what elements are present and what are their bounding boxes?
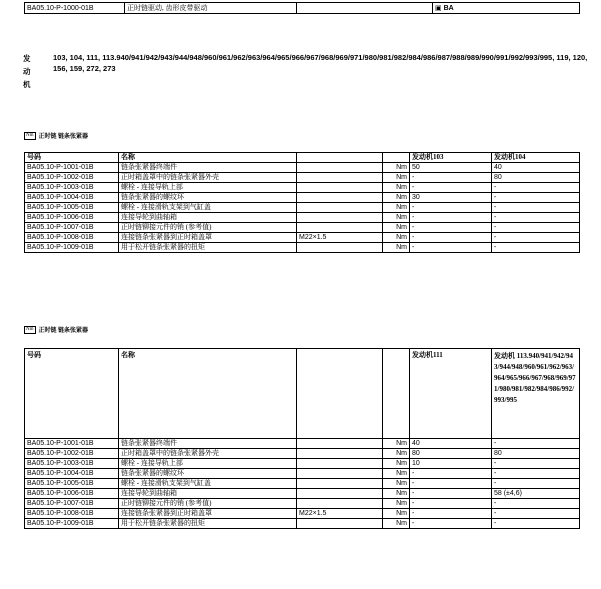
row-value-a: -	[410, 509, 492, 519]
row-value-b: 40	[492, 163, 580, 173]
row-value-a: -	[410, 243, 492, 253]
row-value-a: -	[410, 173, 492, 183]
row-value-b: -	[492, 459, 580, 469]
table-row	[25, 183, 580, 193]
row-value-b: -	[492, 519, 580, 529]
row-spec: M22×1.5	[297, 509, 383, 519]
camera-icon: ▣	[435, 4, 442, 12]
row-name: 链条张紧器的螺纹环	[119, 193, 297, 203]
row-value-a: -	[410, 183, 492, 193]
row-name: 螺栓 - 连接滑轨支架到气缸盖	[119, 203, 297, 213]
row-name: 连接导轮到曲轴箱	[119, 489, 297, 499]
table-row	[25, 469, 580, 479]
row-unit: Nm	[383, 499, 410, 509]
row-number: BA05.10-P-1007-01B	[25, 499, 119, 509]
row-spec	[297, 223, 383, 233]
row-value-b: -	[492, 233, 580, 243]
row-number: BA05.10-P-1006-01B	[25, 489, 119, 499]
col-header-number: 号码	[25, 349, 119, 439]
doc-badge: BA	[443, 4, 454, 12]
row-value-b: -	[492, 183, 580, 193]
section1-title	[24, 131, 88, 140]
col-header-spec	[297, 153, 383, 163]
row-spec	[297, 183, 383, 193]
col-header-engine-111: 发动机111	[410, 349, 492, 439]
row-value-a: -	[410, 233, 492, 243]
row-spec	[297, 213, 383, 223]
row-name: 连接链条张紧器到正时箱盖罩	[119, 233, 297, 243]
row-unit: Nm	[383, 449, 410, 459]
row-number: BA05.10-P-1008-01B	[25, 233, 119, 243]
torque-table-2	[24, 348, 580, 529]
row-name: 螺栓 - 连接导轨上部	[119, 183, 297, 193]
row-spec	[297, 489, 383, 499]
row-spec	[297, 163, 383, 173]
doc-header-table	[24, 2, 580, 14]
row-value-b: -	[492, 203, 580, 213]
row-value-a: 50	[410, 163, 492, 173]
row-spec: M22×1.5	[297, 233, 383, 243]
table-row	[25, 193, 580, 203]
row-value-b: -	[492, 223, 580, 233]
col-header-name: 名称	[119, 153, 297, 163]
nm-icon: Nm	[26, 132, 34, 138]
row-value-b: -	[492, 469, 580, 479]
row-value-a: -	[410, 499, 492, 509]
row-spec	[297, 499, 383, 509]
torque-table-1	[24, 152, 580, 253]
table-row	[25, 439, 580, 449]
table-row	[25, 449, 580, 459]
table-row	[25, 243, 580, 253]
row-unit: Nm	[383, 223, 410, 233]
row-name: 连接链条张紧器到正时箱盖罩	[119, 509, 297, 519]
doc-description: 正时链驱动, 齿形皮带驱动	[125, 3, 297, 14]
row-spec	[297, 479, 383, 489]
engine-label: 发动机	[23, 54, 31, 89]
row-unit: Nm	[383, 163, 410, 173]
row-number: BA05.10-P-1002-01B	[25, 449, 119, 459]
section2-title-text: 正时链 链条张紧器	[38, 328, 89, 334]
row-spec	[297, 243, 383, 253]
col-header-engine-104: 发动机104	[492, 153, 580, 163]
row-unit: Nm	[383, 509, 410, 519]
row-value-b: 80	[492, 449, 580, 459]
row-unit: Nm	[383, 173, 410, 183]
row-number: BA05.10-P-1004-01B	[25, 469, 119, 479]
row-value-a: -	[410, 203, 492, 213]
table2-header-row	[25, 349, 580, 439]
row-number: BA05.10-P-1001-01B	[25, 163, 119, 173]
row-name: 螺栓 - 连接导轨上部	[119, 459, 297, 469]
row-value-b: -	[492, 213, 580, 223]
row-number: BA05.10-P-1008-01B	[25, 509, 119, 519]
row-spec	[297, 203, 383, 213]
col-header-unit	[383, 153, 410, 163]
row-name: 用于松开链条张紧器的扭矩	[119, 243, 297, 253]
table-row	[25, 163, 580, 173]
row-number: BA05.10-P-1006-01B	[25, 213, 119, 223]
table-row	[25, 499, 580, 509]
row-value-b: -	[492, 193, 580, 203]
row-value-b: -	[492, 479, 580, 489]
row-unit: Nm	[383, 469, 410, 479]
nm-icon: Nm	[26, 326, 34, 332]
row-number: BA05.10-P-1009-01B	[25, 243, 119, 253]
row-name: 正时链铆接元件的销 (参考值)	[119, 223, 297, 233]
row-value-b: -	[492, 439, 580, 449]
row-spec	[297, 449, 383, 459]
row-value-a: -	[410, 479, 492, 489]
row-number: BA05.10-P-1004-01B	[25, 193, 119, 203]
row-value-a: -	[410, 223, 492, 233]
row-number: BA05.10-P-1005-01B	[25, 203, 119, 213]
row-name: 用于松开链条张紧器的扭矩	[119, 519, 297, 529]
row-value-b: -	[492, 509, 580, 519]
col-header-spec	[297, 349, 383, 439]
row-name: 正时链铆接元件的销 (参考值)	[119, 499, 297, 509]
row-number: BA05.10-P-1002-01B	[25, 173, 119, 183]
row-unit: Nm	[383, 489, 410, 499]
row-unit: Nm	[383, 213, 410, 223]
col-header-engine-113: 发动机 113.940/941/942/943/944/948/960/961/962/963/964/965/966/967/968/969/971/980/981/982/984/986/992/993/995	[492, 349, 580, 439]
row-value-a: 30	[410, 193, 492, 203]
row-unit: Nm	[383, 193, 410, 203]
row-spec	[297, 439, 383, 449]
row-value-a: 10	[410, 459, 492, 469]
table-row	[25, 479, 580, 489]
row-value-a: 80	[410, 449, 492, 459]
table-row	[25, 509, 580, 519]
row-unit: Nm	[383, 439, 410, 449]
row-value-a: -	[410, 213, 492, 223]
engine-list: 103, 104, 111, 113.940/941/942/943/944/948/960/961/962/963/964/965/966/967/968/969/971/980/981/982/984/986/987/988/989/990/991/992/993/995, 119, 120, 156, 159, 272, 273	[53, 53, 588, 73]
row-name: 链条张紧器的螺纹环	[119, 469, 297, 479]
doc-header-row	[25, 3, 580, 14]
row-number: BA05.10-P-1005-01B	[25, 479, 119, 489]
table-row	[25, 519, 580, 529]
row-unit: Nm	[383, 233, 410, 243]
col-header-unit	[383, 349, 410, 439]
table1-header-row	[25, 153, 580, 163]
row-name: 螺栓 - 连接滑轨支架到气缸盖	[119, 479, 297, 489]
col-header-engine-103: 发动机103	[410, 153, 492, 163]
table-row	[25, 489, 580, 499]
section1-title-text: 正时链 链条张紧器	[38, 134, 89, 140]
col-header-number: 号码	[25, 153, 119, 163]
row-value-a: -	[410, 519, 492, 529]
row-value-a: -	[410, 469, 492, 479]
doc-empty-cell	[297, 3, 433, 14]
row-unit: Nm	[383, 519, 410, 529]
section2-title	[24, 325, 88, 334]
row-name: 链条张紧器终端件	[119, 163, 297, 173]
row-number: BA05.10-P-1009-01B	[25, 519, 119, 529]
row-spec	[297, 519, 383, 529]
row-number: BA05.10-P-1001-01B	[25, 439, 119, 449]
table-row	[25, 213, 580, 223]
row-spec	[297, 459, 383, 469]
col-header-name: 名称	[119, 349, 297, 439]
doc-badge-cell	[433, 3, 580, 14]
row-spec	[297, 469, 383, 479]
table-row	[25, 459, 580, 469]
row-unit: Nm	[383, 243, 410, 253]
row-value-a: 40	[410, 439, 492, 449]
row-unit: Nm	[383, 183, 410, 193]
row-number: BA05.10-P-1003-01B	[25, 459, 119, 469]
table-row	[25, 173, 580, 183]
row-unit: Nm	[383, 203, 410, 213]
row-unit: Nm	[383, 479, 410, 489]
row-spec	[297, 173, 383, 183]
row-spec	[297, 193, 383, 203]
row-name: 正时箱盖罩中的链条张紧器外壳	[119, 173, 297, 183]
row-value-b: 58 (±4,6)	[492, 489, 580, 499]
row-value-a: -	[410, 489, 492, 499]
row-name: 连接导轮到曲轴箱	[119, 213, 297, 223]
table-row	[25, 223, 580, 233]
row-unit: Nm	[383, 459, 410, 469]
row-name: 正时箱盖罩中的链条张紧器外壳	[119, 449, 297, 459]
row-name: 链条张紧器终端件	[119, 439, 297, 449]
row-value-b: 80	[492, 173, 580, 183]
table-row	[25, 203, 580, 213]
doc-code: BA05.10-P-1000-01B	[25, 3, 125, 14]
row-number: BA05.10-P-1003-01B	[25, 183, 119, 193]
table-row	[25, 233, 580, 243]
row-value-b: -	[492, 499, 580, 509]
row-value-b: -	[492, 243, 580, 253]
row-number: BA05.10-P-1007-01B	[25, 223, 119, 233]
